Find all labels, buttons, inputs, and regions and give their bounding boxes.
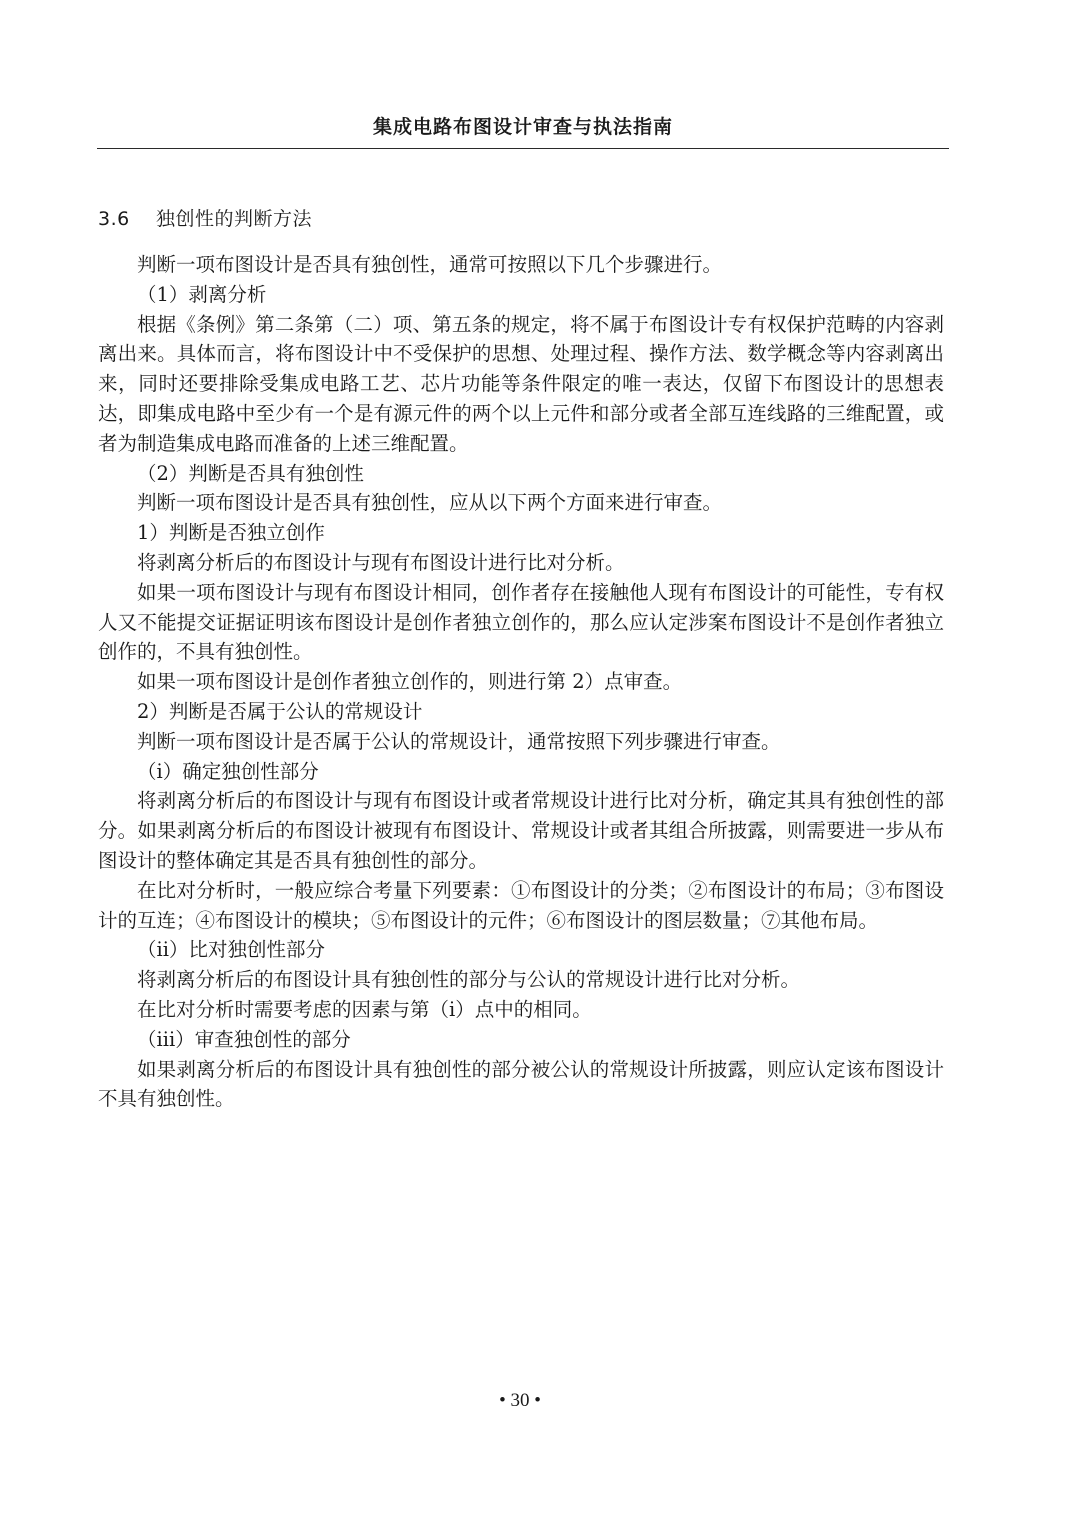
paragraph-conventional-steps: 判断一项布图设计是否属于公认的常规设计，通常按照下列步骤进行审查。	[137, 729, 781, 753]
paragraph-item-i: 将剥离分析后的布图设计与现有布图设计或者常规设计进行比对分析，确定其具有独创性的部分。如果剥离分析后的布图设计被现有布图设计、常规设计或者其组合所披露，则需要进一步从布图设计的整体确定其是否具有独创性的部分。	[98, 789, 944, 872]
paragraph-identical-design: 如果一项布图设计与现有布图设计相同，创作者存在接触他人现有布图设计的可能性，专有权人又不能提交证据证明该布图设计是创作者独立创作的，那么应认定涉案布图设计不是创作者独立创作的，不具有独创性。	[98, 580, 944, 664]
section-heading	[98, 205, 312, 233]
section-title: 独创性的判断方法	[156, 208, 313, 230]
running-header: 集成电路布图设计审查与执法指南	[372, 116, 673, 138]
header-rule	[97, 148, 949, 149]
subheading-conventional-design: 2）判断是否属于公认的常规设计	[137, 699, 423, 723]
paragraph-comparison: 将剥离分析后的布图设计与现有布图设计进行比对分析。	[137, 550, 625, 574]
page-number: • 30 •	[499, 1390, 541, 1411]
step-heading-originality: （2）判断是否具有独创性	[137, 461, 364, 485]
paragraph-item-ii: 将剥离分析后的布图设计具有独创性的部分与公认的常规设计进行比对分析。	[137, 968, 801, 992]
paragraph-same-factors: 在比对分析时需要考虑的因素与第（i）点中的相同。	[137, 997, 592, 1021]
item-heading-ii: （ii）比对独创性部分	[137, 938, 325, 962]
paragraph-stripping: 根据《条例》第二条第（二）项、第五条的规定，将不属于布图设计专有权保护范畴的内容剥离出来。具体而言，将布图设计中不受保护的思想、处理过程、操作方法、数学概念等内容剥离出来，同时还要排除受集成电路工艺、芯片功能等条件限定的唯一表达，仅留下布图设计的思想表达，即集成电路中至少有一个是有源元件的两个以上元件和部分或者全部互连线路的三维配置，或者为制造集成电路而准备的上述三维配置。	[98, 312, 944, 455]
paragraph-intro: 判断一项布图设计是否具有独创性，通常可按照以下几个步骤进行。	[137, 253, 723, 276]
item-heading-iii: （iii）审查独创性的部分	[137, 1027, 351, 1051]
paragraph-item-iii: 如果剥离分析后的布图设计具有独创性的部分被公认的常规设计所披露，则应认定该布图设计不具有独创性。	[98, 1057, 944, 1111]
paragraph-independent-result: 如果一项布图设计是创作者独立创作的，则进行第 2）点审查。	[137, 670, 683, 694]
section-number: 3.6	[98, 208, 130, 230]
body-text	[98, 250, 944, 1114]
paragraph-originality: 判断一项布图设计是否具有独创性，应从以下两个方面来进行审查。	[137, 491, 723, 515]
item-heading-i: （i）确定独创性部分	[137, 759, 319, 783]
subheading-independent-creation: 1）判断是否独立创作	[137, 521, 325, 545]
paragraph-factors: 在比对分析时，一般应综合考量下列要素：①布图设计的分类；②布图设计的布局；③布图设计的互连；④布图设计的模块；⑤布图设计的元件；⑥布图设计的图层数量；⑦其他布局。	[98, 878, 944, 932]
step-heading-stripping: （1）剥离分析	[137, 282, 267, 306]
